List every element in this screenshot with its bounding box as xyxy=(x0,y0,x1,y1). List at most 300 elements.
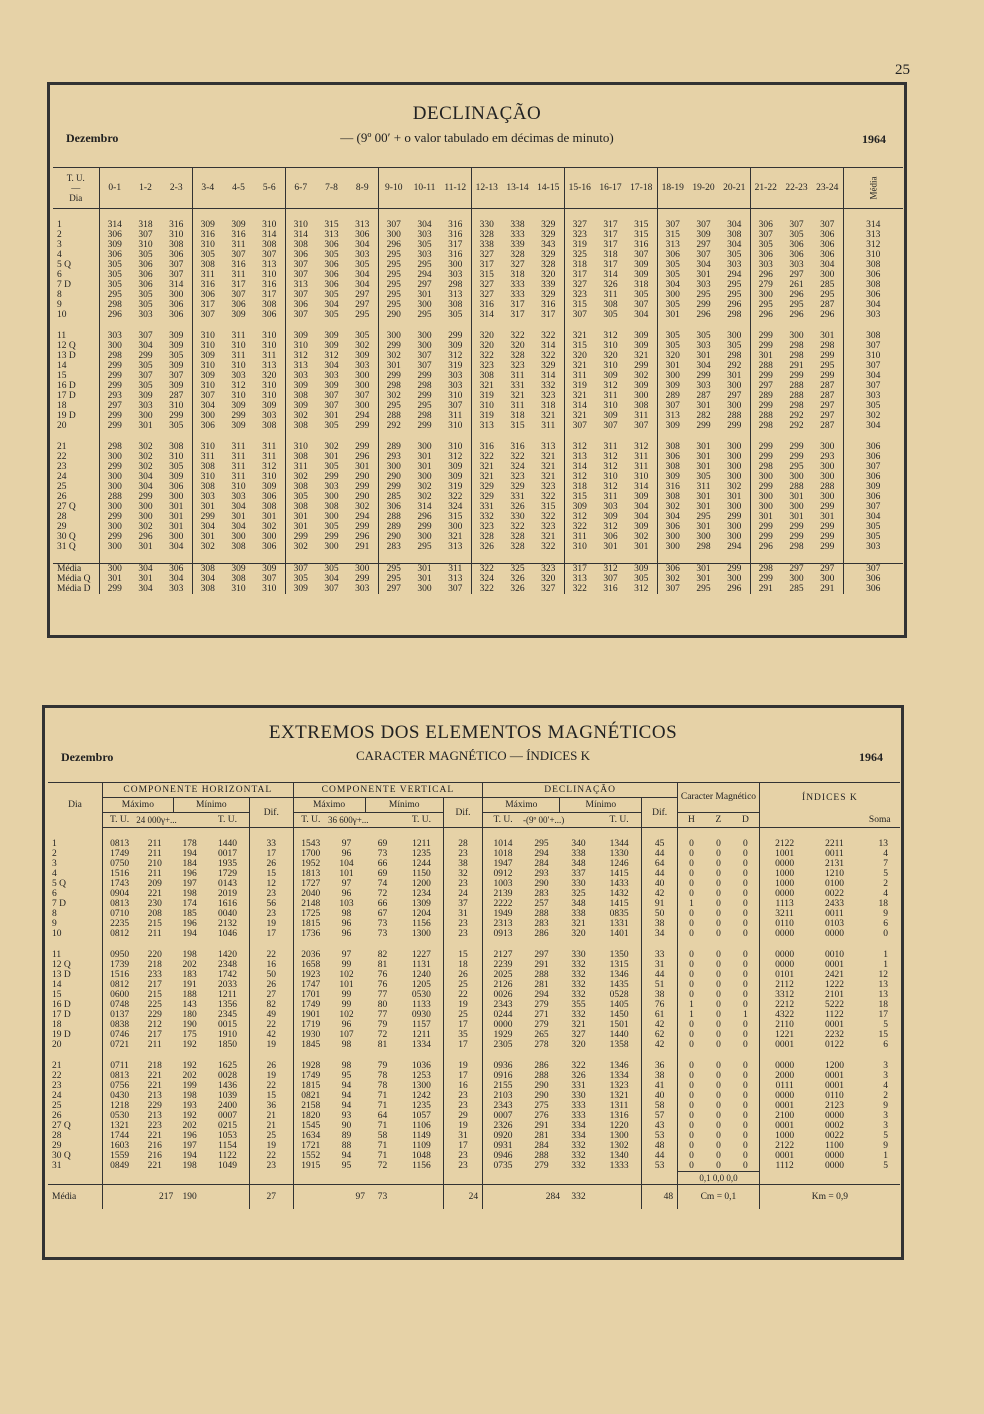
extreme-value: 0111 xyxy=(759,1081,809,1091)
extreme-value: 174 xyxy=(182,899,197,909)
extreme-value: 0 xyxy=(716,839,721,849)
extreme-value: 0 xyxy=(743,919,748,929)
extreme-value: 1149 xyxy=(412,1131,431,1141)
hourly-value: 300 xyxy=(324,542,339,552)
extreme-value: 19 xyxy=(443,1121,482,1131)
hourly-value: 297 xyxy=(696,240,711,250)
hourly-value: 304 xyxy=(727,240,742,250)
spacer-row xyxy=(53,209,903,221)
hourly-value: 299 xyxy=(719,564,750,575)
hourly-value: 315 xyxy=(324,220,339,230)
hourly-value: 308 xyxy=(192,564,223,575)
hourly-value: 331 xyxy=(510,492,525,502)
hourly-value: 320 xyxy=(603,351,618,361)
header-row-1 xyxy=(48,783,900,798)
extreme-value: 1545 xyxy=(293,1121,328,1131)
extreme-value: 0122 xyxy=(824,1040,844,1050)
extreme-value: 4 xyxy=(883,1081,888,1091)
hourly-value: 287 xyxy=(820,300,835,310)
hourly-value: 300 xyxy=(789,574,804,584)
extreme-value: 0530 xyxy=(411,990,431,1000)
hourly-value: 313 xyxy=(262,361,277,371)
extreme-value: 332 xyxy=(571,960,586,970)
hourly-value: 295 xyxy=(99,290,130,300)
hourly-value: 306 xyxy=(138,260,153,270)
extreme-value: 67 xyxy=(377,909,388,919)
hourly-value: 306 xyxy=(192,290,223,300)
extreme-value: 0000 xyxy=(824,1151,844,1161)
hourly-value: 299 xyxy=(789,371,804,381)
extreme-value: 218 xyxy=(147,1061,162,1071)
hourly-value: 295 xyxy=(789,462,804,472)
day-label: 5 Q xyxy=(57,260,71,270)
extreme-value: 64 xyxy=(377,1111,388,1121)
extreme-value: 99 xyxy=(341,960,352,970)
hourly-value: 300 xyxy=(750,492,781,502)
extreme-value: 1350 xyxy=(609,950,629,960)
extreme-value: 73 xyxy=(377,919,388,929)
extreme-value: 1440 xyxy=(609,1030,629,1040)
hourly-value: 289 xyxy=(750,391,781,401)
hourly-value: 300 xyxy=(262,532,277,542)
hourly-value: 316 xyxy=(448,250,463,260)
extreme-value: 194 xyxy=(182,929,197,939)
hourly-value: 302 xyxy=(657,574,688,584)
hourly-value: 301 xyxy=(696,492,711,502)
hourly-value: 309 xyxy=(634,260,649,270)
hourly-value: 301 xyxy=(285,522,316,532)
char-sum: 0,1 0,0 0,0 xyxy=(678,1172,760,1185)
day-label: 10 xyxy=(57,310,67,320)
hourly-value: 304 xyxy=(417,220,432,230)
extreme-value: 2139 xyxy=(483,889,523,899)
day-label: 24 xyxy=(57,472,67,482)
hourly-value: 297 xyxy=(820,401,835,411)
extreme-value: 0 xyxy=(743,889,748,899)
extreme-value: 0750 xyxy=(102,859,136,869)
extreme-value: 0 xyxy=(716,869,721,879)
extreme-value: 213 xyxy=(147,1091,162,1101)
hourly-value: 304 xyxy=(138,584,153,594)
hourly-value: 299 xyxy=(355,482,370,492)
hourly-value: 311 xyxy=(634,411,649,421)
hourly-value: 304 xyxy=(355,280,370,290)
header-hour: 20-21 xyxy=(719,168,750,209)
extremes-row xyxy=(48,899,900,909)
extreme-value: 16 xyxy=(443,1081,482,1091)
daily-mean: 310 xyxy=(843,351,903,361)
extreme-value: 0000 xyxy=(759,1091,809,1101)
header-tu: T. U. xyxy=(206,813,250,828)
hourly-value: 297 xyxy=(789,270,804,280)
extreme-value: 1334 xyxy=(411,1040,431,1050)
extreme-value: 95 xyxy=(341,1071,352,1081)
hourly-value: 300 xyxy=(417,532,432,542)
extreme-value: 23 xyxy=(443,1101,482,1111)
hourly-value: 303 xyxy=(324,371,339,381)
extreme-value: 1240 xyxy=(411,970,431,980)
hourly-value: 301 xyxy=(696,574,711,584)
hourly-value: 300 xyxy=(99,341,130,351)
hourly-value: 299 xyxy=(99,411,130,421)
hourly-value: 301 xyxy=(789,492,804,502)
hourly-value: 315 xyxy=(564,492,595,502)
extreme-value: 0721 xyxy=(102,1040,136,1050)
extreme-value: 0950 xyxy=(102,950,136,960)
extreme-value: 2421 xyxy=(824,970,844,980)
extreme-value: 1415 xyxy=(609,869,629,879)
extreme-value: 279 xyxy=(534,1000,549,1010)
hourly-value: 301 xyxy=(138,542,153,552)
extreme-value: 1928 xyxy=(293,1061,328,1071)
header-dia-line: Dia xyxy=(69,193,83,203)
extreme-value: 1122 xyxy=(218,1151,237,1161)
hourly-value: 308 xyxy=(448,300,463,310)
hourly-value: 321 xyxy=(564,361,595,371)
declination-row xyxy=(53,240,903,250)
hourly-value: 300 xyxy=(192,411,223,421)
hourly-value: 312 xyxy=(603,331,618,341)
hourly-value: 309 xyxy=(634,270,649,280)
extreme-value: 193 xyxy=(182,1101,197,1111)
hourly-value: 301 xyxy=(324,452,339,462)
extreme-value: 17 xyxy=(443,1020,482,1030)
extreme-value: 38 xyxy=(642,919,678,929)
hourly-value: 287 xyxy=(820,421,835,431)
hourly-value: 300 xyxy=(657,542,688,552)
day-label: 3 xyxy=(52,859,57,869)
extreme-value: 17 xyxy=(443,1040,482,1050)
hourly-value: 325 xyxy=(502,564,533,575)
hourly-value: 328 xyxy=(510,542,525,552)
hourly-value: 307 xyxy=(231,250,246,260)
day-label: 29 xyxy=(57,522,67,532)
hourly-value: 317 xyxy=(262,290,277,300)
hourly-value: 316 xyxy=(231,230,246,240)
day-label: 25 xyxy=(52,1101,62,1111)
extreme-value: 0821 xyxy=(293,1091,328,1101)
extreme-value: 18 xyxy=(443,960,482,970)
extremes-row xyxy=(48,1040,900,1050)
hourly-value: 317 xyxy=(603,260,618,270)
extreme-value: 0746 xyxy=(102,1030,136,1040)
hourly-value: 294 xyxy=(727,270,742,280)
hourly-value: 321 xyxy=(541,532,556,542)
extreme-value: 104 xyxy=(339,859,354,869)
extreme-value: 1727 xyxy=(293,879,328,889)
day-label: 26 xyxy=(57,492,67,502)
hourly-value: 306 xyxy=(285,250,316,260)
extreme-value: 26 xyxy=(443,970,482,980)
hourly-value: 310 xyxy=(169,230,184,240)
extreme-value: 2040 xyxy=(293,889,328,899)
hourly-value: 317 xyxy=(471,260,502,270)
extreme-value: 25 xyxy=(443,1010,482,1020)
hourly-value: 303 xyxy=(231,492,246,502)
extreme-value: 0000 xyxy=(759,889,809,899)
extreme-value: 332 xyxy=(571,980,586,990)
hourly-value: 300 xyxy=(324,512,339,522)
extreme-value: 0 xyxy=(716,909,721,919)
daily-mean: 307 xyxy=(843,341,903,351)
daily-mean: 312 xyxy=(843,240,903,250)
hourly-value: 319 xyxy=(448,482,463,492)
extreme-value: 2019 xyxy=(217,889,237,899)
hourly-value: 309 xyxy=(192,351,223,361)
hourly-value: 313 xyxy=(471,421,502,431)
hourly-value: 301 xyxy=(192,502,223,512)
extreme-value: 1131 xyxy=(412,960,431,970)
hourly-value: 302 xyxy=(417,492,432,502)
hourly-value: 299 xyxy=(324,532,339,542)
extreme-value: 0 xyxy=(716,1071,721,1081)
hourly-value: 295 xyxy=(378,300,409,310)
average-blank xyxy=(400,1184,444,1209)
extreme-value: 1749 xyxy=(293,1000,328,1010)
hourly-value: 305 xyxy=(99,260,130,270)
extreme-value: 2239 xyxy=(483,960,523,970)
hourly-value: 307 xyxy=(750,230,781,240)
hourly-value: 309 xyxy=(285,584,316,594)
extreme-value: 1211 xyxy=(412,839,431,849)
extreme-value: 0 xyxy=(678,980,705,990)
hourly-value: 304 xyxy=(634,310,649,320)
hourly-value: 305 xyxy=(727,250,742,260)
extreme-value: 23 xyxy=(443,1151,482,1161)
extreme-value: 12 xyxy=(249,879,293,889)
extreme-value: 0 xyxy=(716,950,721,960)
hourly-value: 288 xyxy=(378,411,409,421)
extreme-value: 2222 xyxy=(483,899,523,909)
hourly-value: 315 xyxy=(510,421,525,431)
hourly-value: 295 xyxy=(417,542,432,552)
declination-row xyxy=(53,532,903,542)
hourly-value: 338 xyxy=(471,240,502,250)
day-label: 21 xyxy=(57,442,67,452)
extreme-value: 0000 xyxy=(759,1061,809,1071)
extremes-row xyxy=(48,929,900,939)
extreme-value: 331 xyxy=(571,1081,586,1091)
extreme-value: 0101 xyxy=(759,970,809,980)
hourly-value: 304 xyxy=(192,401,223,411)
extreme-value: 0849 xyxy=(102,1161,136,1172)
hourly-value: 310 xyxy=(564,542,595,552)
hourly-value: 300 xyxy=(657,532,688,542)
extreme-value: 0946 xyxy=(483,1151,523,1161)
hourly-value: 314 xyxy=(541,341,556,351)
hourly-value: 300 xyxy=(99,452,130,462)
extreme-value: 0 xyxy=(716,1091,721,1101)
header-min: Mínimo xyxy=(173,798,249,813)
hourly-value: 300 xyxy=(347,564,378,575)
extreme-value: 90 xyxy=(341,1121,352,1131)
extreme-value: 1 xyxy=(743,1010,748,1020)
extreme-value: 275 xyxy=(534,1101,549,1111)
hourly-value: 299 xyxy=(192,512,223,522)
hourly-value: 306 xyxy=(192,421,223,431)
extreme-value: 0600 xyxy=(102,990,136,1000)
hourly-value: 310 xyxy=(192,472,223,482)
extreme-value: 5 xyxy=(883,869,888,879)
hourly-value: 309 xyxy=(262,401,277,411)
hourly-value: 305 xyxy=(99,270,130,280)
hourly-value: 300 xyxy=(727,502,742,512)
hourly-value: 299 xyxy=(789,442,804,452)
hourly-value: 311 xyxy=(510,401,525,411)
extreme-value: 1003 xyxy=(483,879,523,889)
hourly-value: 298 xyxy=(696,542,711,552)
header-media xyxy=(843,168,903,209)
extreme-value: 0011 xyxy=(825,909,844,919)
extreme-value: 1415 xyxy=(609,899,629,909)
extreme-value: 2103 xyxy=(483,1091,523,1101)
extreme-value: 19 xyxy=(249,919,293,929)
hourly-value: 299 xyxy=(750,341,781,351)
hourly-value: 297 xyxy=(727,391,742,401)
extremes-row xyxy=(48,1111,900,1121)
hourly-value: 307 xyxy=(285,290,316,300)
extreme-value: 72 xyxy=(377,1030,388,1040)
day-label: 27 Q xyxy=(52,1121,71,1131)
daily-mean: 309 xyxy=(843,482,903,492)
extreme-value: 9 xyxy=(883,1141,888,1151)
extreme-value: 3 xyxy=(883,1111,888,1121)
extreme-value: 221 xyxy=(147,1131,162,1141)
hourly-value: 316 xyxy=(657,482,688,492)
extreme-value: 221 xyxy=(147,1081,162,1091)
hourly-value: 288 xyxy=(789,482,804,492)
hourly-value: 317 xyxy=(510,300,525,310)
hourly-value: 326 xyxy=(510,502,525,512)
extreme-value: 95 xyxy=(341,1161,352,1172)
hourly-value: 306 xyxy=(169,482,184,492)
extreme-value: 1321 xyxy=(609,1091,629,1101)
hourly-value: 308 xyxy=(285,391,316,401)
hourly-value: 299 xyxy=(750,532,781,542)
hourly-value: 308 xyxy=(262,300,277,310)
spacer-row xyxy=(53,552,903,564)
hourly-value: 300 xyxy=(727,381,742,391)
hourly-value: 288 xyxy=(820,482,835,492)
average-d_min: 332 xyxy=(560,1184,597,1209)
hourly-value: 322 xyxy=(541,512,556,522)
hourly-value: 309 xyxy=(603,512,618,522)
hourly-value: 304 xyxy=(169,574,184,584)
hourly-value: 299 xyxy=(789,522,804,532)
extreme-value: 1603 xyxy=(102,1141,136,1151)
hourly-value: 308 xyxy=(603,300,618,310)
hourly-value: 295 xyxy=(378,290,409,300)
hourly-value: 312 xyxy=(448,452,463,462)
extreme-value: 1440 xyxy=(217,839,237,849)
hourly-value: 321 xyxy=(541,462,556,472)
hourly-value: 307 xyxy=(696,250,711,260)
extreme-value: 334 xyxy=(571,1121,586,1131)
extremes-row xyxy=(48,1161,900,1172)
hourly-value: 301 xyxy=(696,442,711,452)
hourly-value: 297 xyxy=(355,300,370,310)
hourly-value: 321 xyxy=(471,472,502,482)
extreme-value: 31 xyxy=(642,960,678,970)
declination-year: 1964 xyxy=(862,132,886,146)
extreme-value: 0 xyxy=(743,1121,748,1131)
hourly-value: 311 xyxy=(231,462,246,472)
extreme-value: 0 xyxy=(678,1111,705,1121)
extreme-value: 208 xyxy=(147,909,162,919)
declination-row xyxy=(53,452,903,462)
hourly-value: 310 xyxy=(192,331,223,341)
hourly-value: 320 xyxy=(471,341,502,351)
hourly-value: 307 xyxy=(657,401,688,411)
hourly-value: 299 xyxy=(789,532,804,542)
header-declination: DECLINAÇÃO xyxy=(483,783,678,798)
hourly-value: 303 xyxy=(355,250,370,260)
extremes-month: Dezembro xyxy=(61,750,114,764)
extreme-value: 2400 xyxy=(217,1101,237,1111)
hourly-value: 306 xyxy=(99,250,130,260)
extreme-value: 32 xyxy=(443,869,482,879)
extreme-value: 0 xyxy=(678,909,705,919)
hourly-value: 300 xyxy=(727,522,742,532)
extreme-value: 1356 xyxy=(217,1000,237,1010)
extreme-value: 2 xyxy=(883,1091,888,1101)
hourly-value: 308 xyxy=(285,482,316,492)
hourly-value: 303 xyxy=(285,371,316,381)
extreme-value: 26 xyxy=(249,859,293,869)
hourly-value: 305 xyxy=(657,300,688,310)
hourly-value: 305 xyxy=(169,462,184,472)
hourly-value: 299 xyxy=(820,522,835,532)
hourly-value: 299 xyxy=(355,522,370,532)
hourly-value: 303 xyxy=(789,260,804,270)
day-label: 5 Q xyxy=(52,879,66,889)
extreme-value: 198 xyxy=(182,1161,197,1172)
extreme-value: 0022 xyxy=(824,889,844,899)
hourly-value: 314 xyxy=(99,220,130,230)
extreme-value: 0 xyxy=(678,1020,705,1030)
extreme-value: 1122 xyxy=(825,1010,844,1020)
extreme-value: 73 xyxy=(377,929,388,939)
extreme-value: 94 xyxy=(341,1091,352,1101)
hourly-value: 306 xyxy=(169,310,184,320)
hourly-value: 316 xyxy=(169,220,184,230)
hourly-value: 311 xyxy=(192,452,223,462)
extreme-value: 102 xyxy=(339,970,354,980)
hourly-value: 298 xyxy=(727,310,742,320)
hourly-value: 338 xyxy=(510,220,525,230)
extreme-value: 0000 xyxy=(759,929,809,939)
extreme-value: 33 xyxy=(249,839,293,849)
extreme-value: 2212 xyxy=(759,1000,809,1010)
extreme-value: 0 xyxy=(716,1081,721,1091)
hourly-value: 309 xyxy=(138,391,153,401)
hourly-value: 287 xyxy=(169,391,184,401)
extreme-value: 333 xyxy=(571,1111,586,1121)
extreme-value: 1346 xyxy=(609,970,629,980)
day-label: 23 xyxy=(52,1081,62,1091)
extreme-value: 22 xyxy=(249,1151,293,1161)
hourly-value: 306 xyxy=(657,250,688,260)
extreme-value: 29 xyxy=(443,1111,482,1121)
extreme-value: 0110 xyxy=(825,1091,844,1101)
hourly-value: 305 xyxy=(324,522,339,532)
extreme-value: 2305 xyxy=(483,1040,523,1050)
day-label: 13 D xyxy=(57,351,76,361)
hourly-value: 299 xyxy=(820,542,835,552)
header-tu: T. U. xyxy=(483,813,523,828)
hourly-value: 313 xyxy=(564,452,595,462)
hourly-value: 312 xyxy=(634,584,649,594)
